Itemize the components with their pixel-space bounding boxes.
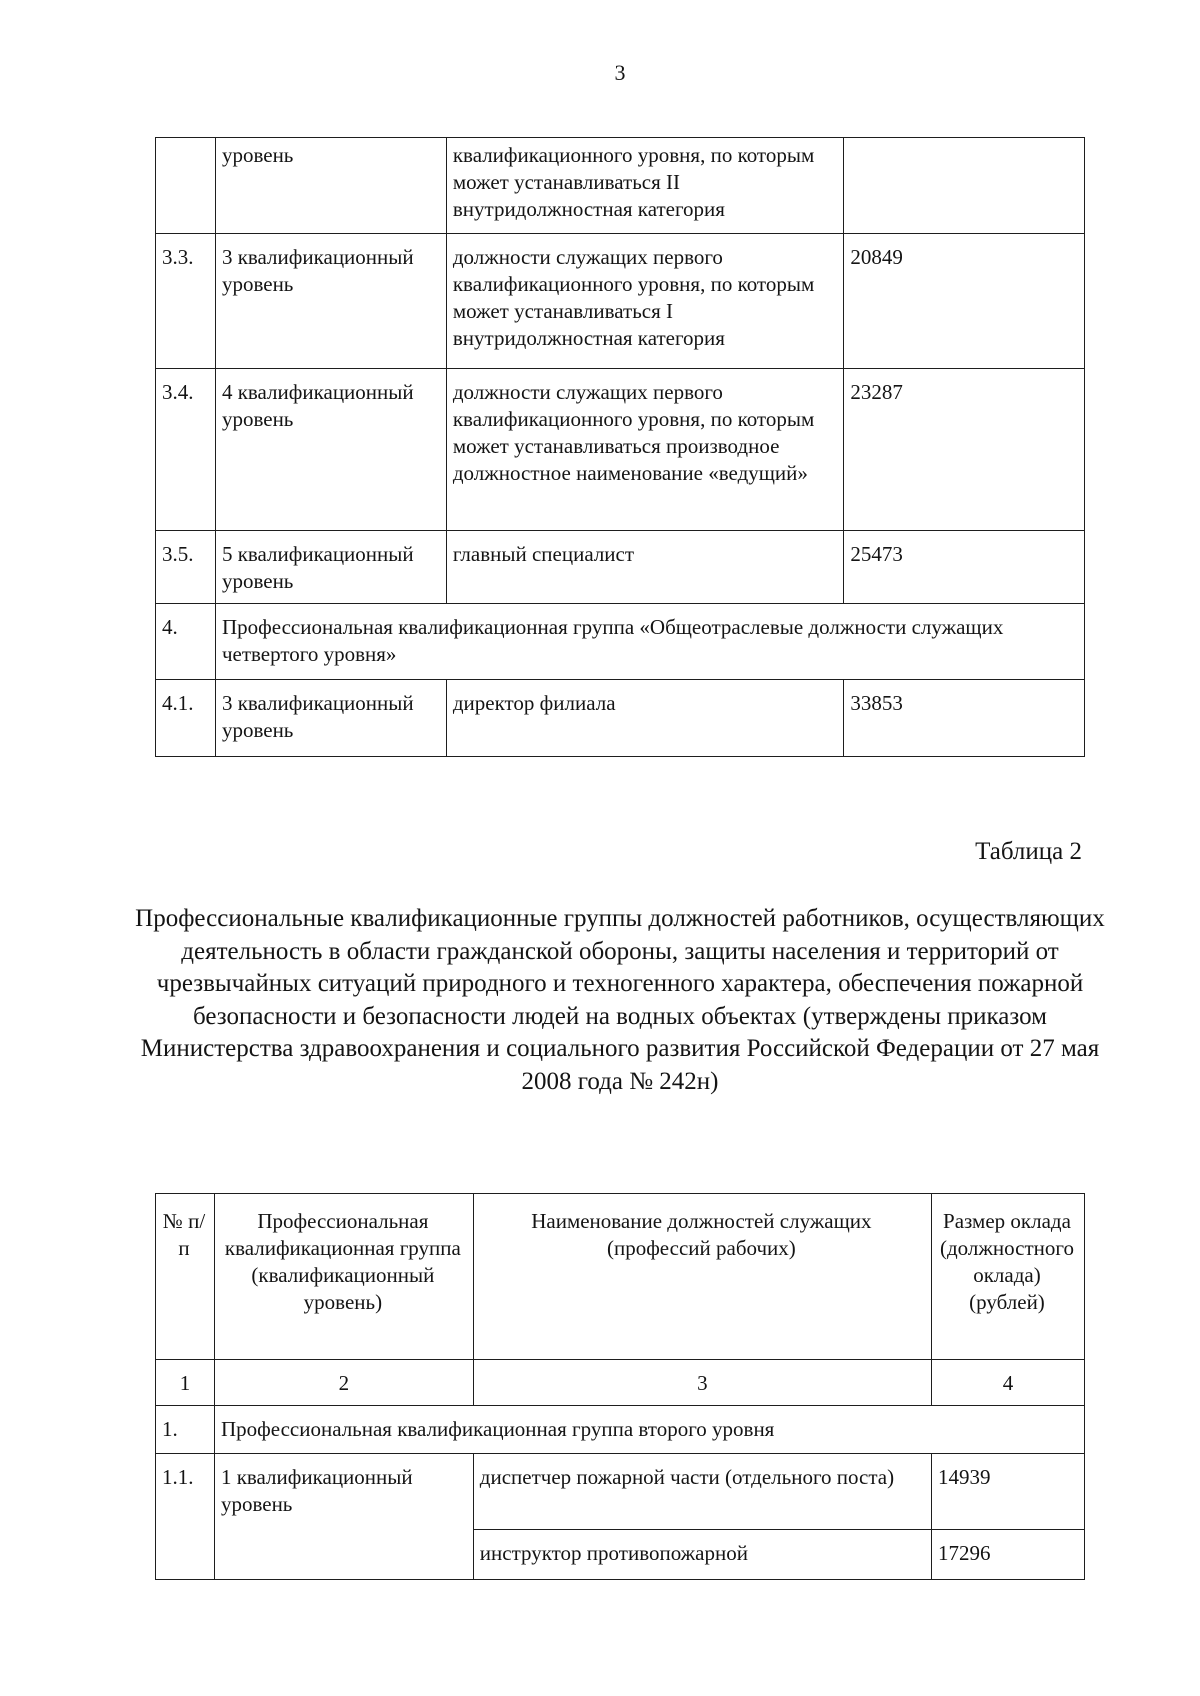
table-row [156,138,1085,234]
qualification-level: 3 квалификационный уровень [215,680,446,757]
qualification-level: 3 квалификационный уровень [215,234,446,369]
positions: главный специалист [446,531,844,604]
qualification-level: уровень [215,138,446,234]
page-number: 3 [614,60,626,85]
column-number-row [156,1360,1085,1406]
row-number: 3.5. [156,531,216,604]
qualification-level: 1 квалификационный уровень [214,1454,473,1580]
table-heading: Профессиональные квалификационные группы должностей работников, осуществляющих деятельность в области гражданской обороны, защиты населения и территорий от чрезвычайных ситуаций природного и техногенного характера, обеспечения пожарной безопасности и безопасности людей на водных объектах (утверждены приказом Министерства здравоохранения и социального развития Российской Федерации от 27 мая 2008 года № 242н) [135,905,1105,1095]
salary-table-2 [155,1193,1085,1580]
row-number: 3.3. [156,234,216,369]
row-number: 1.1. [156,1454,215,1580]
header-salary: Размер оклада (должностного оклада) (рублей) [931,1194,1084,1360]
positions: квалификационного уровня, по которым может устанавливаться II внутридолжностная категория [446,138,844,234]
positions: должности служащих первого квалификационного уровня, по которым может устанавливаться I внутридолжностная категория [446,234,844,369]
header-number: № п/п [156,1194,215,1360]
header-positions: Наименование должностей служащих (профессий рабочих) [473,1194,931,1360]
salary: 14939 [931,1454,1084,1530]
salary [844,138,1085,234]
salary: 20849 [844,234,1085,369]
positions: инструктор противопожарной [473,1530,931,1580]
row-number: 4. [156,604,216,680]
column-number: 2 [214,1360,473,1406]
salary-table-1 [155,137,1085,757]
header-row [156,1194,1085,1360]
group-title: Профессиональная квалификационная группа второго уровня [214,1406,1084,1454]
table-row [156,1406,1085,1454]
table-row [156,1454,1085,1530]
column-number: 1 [156,1360,215,1406]
positions: директор филиала [446,680,844,757]
group-title: Профессиональная квалификационная группа «Общеотраслевые должности служащих четвертого уровня» [215,604,1084,680]
row-number: 3.4. [156,369,216,531]
table-row [156,531,1085,604]
positions: диспетчер пожарной части (отдельного поста) [473,1454,931,1530]
row-number [156,138,216,234]
qualification-level: 4 квалификационный уровень [215,369,446,531]
positions: должности служащих первого квалификационного уровня, по которым может устанавливаться производное должностное наименование «ведущий» [446,369,844,531]
qualification-level: 5 квалификационный уровень [215,531,446,604]
salary: 25473 [844,531,1085,604]
salary: 17296 [931,1530,1084,1580]
column-number: 3 [473,1360,931,1406]
salary: 23287 [844,369,1085,531]
table-caption: Таблица 2 [975,838,1082,865]
table-row [156,604,1085,680]
column-number: 4 [931,1360,1084,1406]
table-row [156,234,1085,369]
row-number: 1. [156,1406,215,1454]
table-row [156,680,1085,757]
table-row [156,369,1085,531]
salary: 33853 [844,680,1085,757]
row-number: 4.1. [156,680,216,757]
header-qualification-group: Профессиональная квалификационная группа (квалификационный уровень) [214,1194,473,1360]
